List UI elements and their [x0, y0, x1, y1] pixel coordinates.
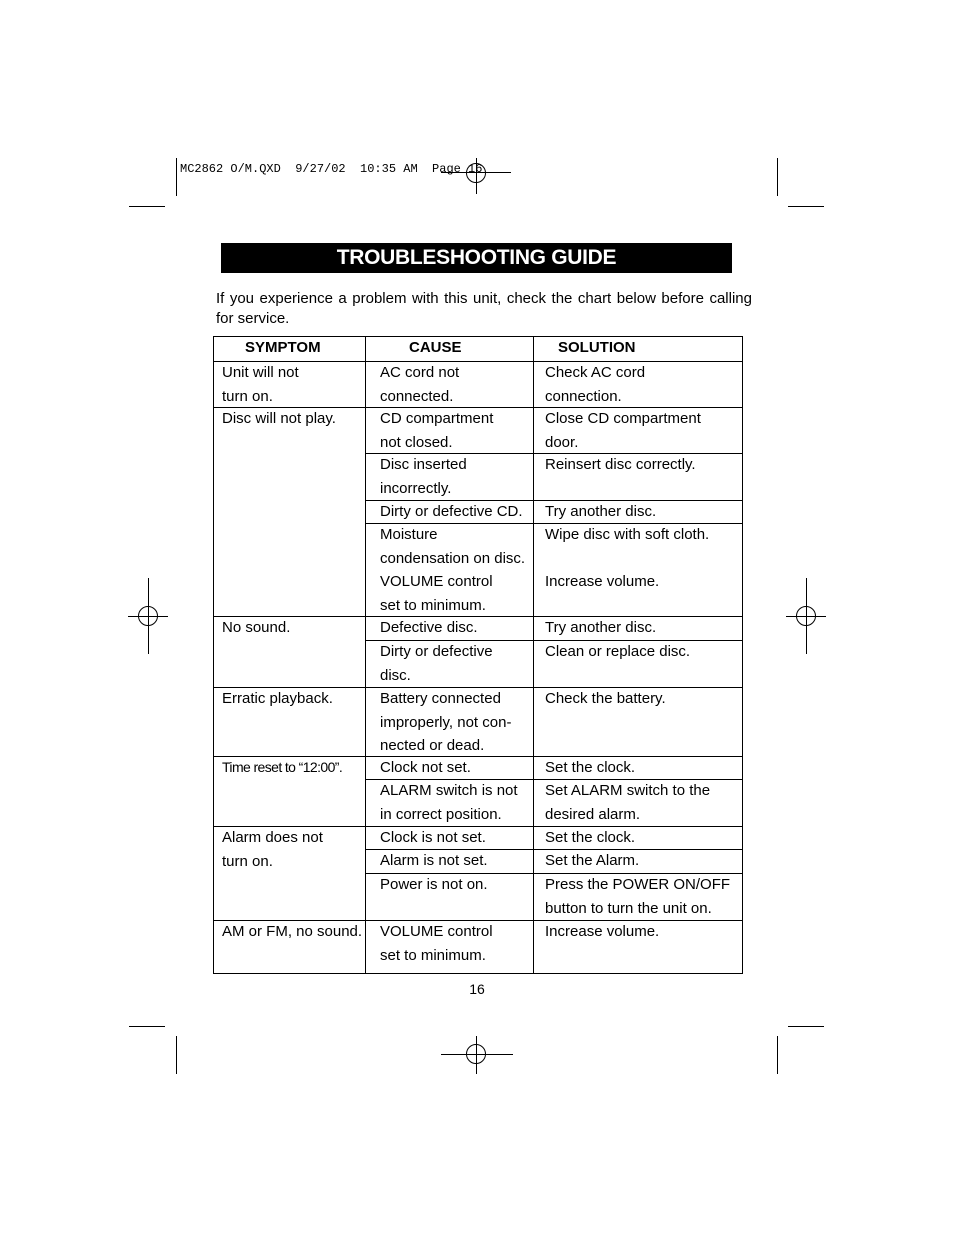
crop-mark-tl-v — [176, 158, 177, 196]
crop-mark-tl-h — [129, 206, 165, 207]
cause-cell: AC cord not connected. — [380, 364, 460, 405]
solution-cell: Increase volume. — [545, 573, 660, 590]
symptom-cell: Disc will not play. — [222, 410, 336, 427]
cause-cell: Moisture condensation on disc. — [380, 526, 526, 567]
solution-cell: Try another disc. — [545, 619, 657, 636]
cause-cell: Battery connected improperly, not con- nected or dead. — [380, 690, 512, 754]
solution-cell: Close CD compartment door. — [545, 410, 701, 451]
cause-cell: CD compartment not closed. — [380, 410, 494, 451]
solution-cell: Press the POWER ON/OFF button to turn the unit on. — [545, 876, 731, 917]
cause-cell: Power is not on. — [380, 876, 488, 893]
solution-cell: Set the clock. — [545, 759, 636, 776]
column-divider — [533, 337, 534, 973]
solution-cell: Reinsert disc correctly. — [545, 456, 696, 473]
crop-mark-br-v — [777, 1036, 778, 1074]
cause-cell: Disc inserted incorrectly. — [380, 456, 467, 497]
intro-paragraph: If you experience a problem with this unit, check the chart below before calling for service. — [216, 290, 752, 327]
cause-cell: Dirty or defective CD. — [380, 503, 523, 520]
cause-cell: ALARM switch is not in correct position. — [380, 782, 518, 823]
symptom-cell: Time reset to “12:00”. — [222, 759, 343, 775]
symptom-cell: Unit will not turn on. — [222, 364, 299, 405]
troubleshooting-table — [213, 336, 743, 974]
column-divider — [365, 337, 366, 973]
solution-cell: Wipe disc with soft cloth. — [545, 526, 710, 543]
cause-cell: Clock is not set. — [380, 829, 486, 846]
page-number: 16 — [469, 981, 485, 997]
crop-mark-br-h — [788, 1026, 824, 1027]
solution-cell: Check AC cord connection. — [545, 364, 646, 405]
cause-cell: Dirty or defective disc. — [380, 643, 493, 684]
cause-cell: Defective disc. — [380, 619, 478, 636]
solution-cell: Clean or replace disc. — [545, 643, 691, 660]
header-cause: CAUSE — [409, 339, 462, 356]
crop-mark-tr-v — [777, 158, 778, 196]
cause-cell: Alarm is not set. — [380, 852, 488, 869]
cause-cell: VOLUME control set to minimum. — [380, 923, 493, 964]
solution-cell: Check the battery. — [545, 690, 666, 707]
solution-cell: Set ALARM switch to the desired alarm. — [545, 782, 711, 823]
symptom-cell: Erratic playback. — [222, 690, 333, 707]
cause-cell: Clock not set. — [380, 759, 471, 776]
solution-cell: Try another disc. — [545, 503, 657, 520]
header-symptom: SYMPTOM — [245, 339, 321, 356]
crop-mark-bl-v — [176, 1036, 177, 1074]
cause-cell: VOLUME control set to minimum. — [380, 573, 493, 614]
page-title: TROUBLESHOOTING GUIDE — [221, 243, 732, 273]
crop-mark-tr-h — [788, 206, 824, 207]
symptom-cell: Alarm does not turn on. — [222, 829, 323, 870]
solution-cell: Set the clock. — [545, 829, 636, 846]
symptom-cell: No sound. — [222, 619, 291, 636]
header-solution: SOLUTION — [558, 339, 636, 356]
file-slug: MC2862 O/M.QXD 9/27/02 10:35 AM Page 16 — [180, 162, 483, 176]
solution-cell: Increase volume. — [545, 923, 660, 940]
solution-cell: Set the Alarm. — [545, 852, 640, 869]
crop-mark-bl-h — [129, 1026, 165, 1027]
symptom-cell: AM or FM, no sound. — [222, 923, 363, 940]
